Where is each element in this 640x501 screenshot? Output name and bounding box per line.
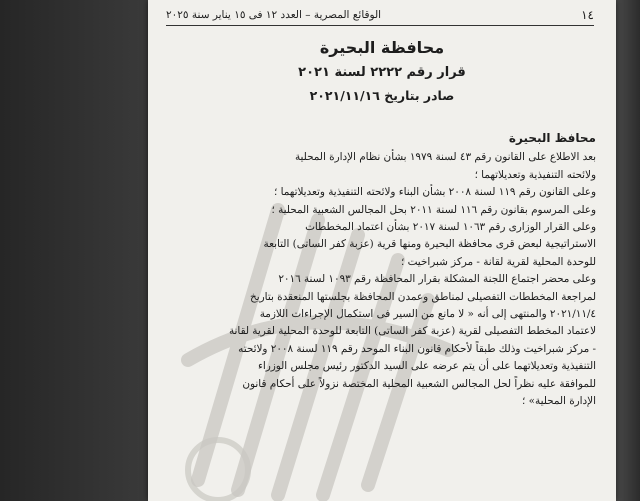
body-line: للوحدة المحلية لقرية لقانة - مركز شبراخيت ؛ bbox=[400, 255, 596, 268]
body-line: وعلى القرار الوزارى رقم ١٠٦٣ لسنة ٢٠١٧ بشأن اعتماد المخططات bbox=[305, 221, 596, 234]
body-line: لمراجعة المخططات التفصيلى لمناطق وعمدن المحافظة بجلستها المنعقدة بتاريخ bbox=[250, 290, 596, 303]
body-line: وعلى القانون رقم ١١٩ لسنة ٢٠٠٨ بشأن البناء ولائحته التنفيذية وتعديلاتهما ؛ bbox=[274, 186, 596, 199]
body-line: وعلى محضر اجتماع اللجنة المشكلة بقرار المحافظة رقم ١٠٩٣ لسنة ٢٠١٦ bbox=[278, 273, 596, 286]
body-line: لاعتماد المخطط التفصيلى لقرية (عزبة كفر الساتى) التابعة للوحدة المحلية لقرية لقانة bbox=[228, 325, 596, 338]
body-line: الإدارة المحلية» ؛ bbox=[522, 395, 596, 408]
decree-title: قرار رقم ٢٢٢٢ لسنة ٢٠٢١ bbox=[298, 65, 466, 80]
body-line: التنفيذية وتعديلاتهما على أن يتم عرضه على السيد الدكتور رئيس مجلس الوزراء bbox=[257, 360, 596, 373]
governorate-title: محافظة البحيرة bbox=[319, 38, 445, 57]
body-line: - مركز شبراخيت وذلك طبقاً لأحكام قانون البناء الموحد رقم ١١٩ لسنة ٢٠٠٨ ولائحته bbox=[238, 342, 596, 355]
issue-date: صادر بتاريخ ٢٠٢١/١١/١٦ bbox=[309, 88, 455, 103]
issuer-heading: محافظ البحيرة bbox=[508, 131, 596, 145]
decree-body bbox=[166, 130, 596, 411]
running-header bbox=[166, 8, 594, 26]
body-line: الاستراتيجية لبعض قرى محافظة البحيرة ومنها قرية (عزبة كفر الساتى) التابعة bbox=[263, 238, 596, 251]
background-left bbox=[0, 0, 148, 501]
body-line: ولائحته التنفيذية وتعديلاتهما ؛ bbox=[474, 168, 596, 181]
body-line: بعد الاطلاع على القانون رقم ٤٣ لسنة ١٩٧٩ بشأن نظام الإدارة المحلية bbox=[294, 151, 596, 164]
body-line: ٢٠٢١/١١/٤ والمنتهى إلى أنه « لا مانع من السير فى استكمال الإجراءات اللازمة bbox=[259, 308, 596, 321]
background-right bbox=[616, 0, 640, 501]
running-title: الوقائع المصرية – العدد ١٢ فى ١٥ يناير سنة ٢٠٢٥ bbox=[166, 9, 382, 21]
body-line: للموافقة عليه نظراً لحل المجالس الشعبية المحلية المختصة نزولاً على أحكام قانون bbox=[242, 377, 596, 390]
document-page bbox=[148, 0, 616, 501]
page-number: ١٤ bbox=[581, 8, 594, 22]
body-line: وعلى المرسوم بقانون رقم ١١٦ لسنة ٢٠١١ بحل المجالس الشعبية المحلية ؛ bbox=[271, 203, 596, 216]
title-block bbox=[148, 38, 616, 103]
